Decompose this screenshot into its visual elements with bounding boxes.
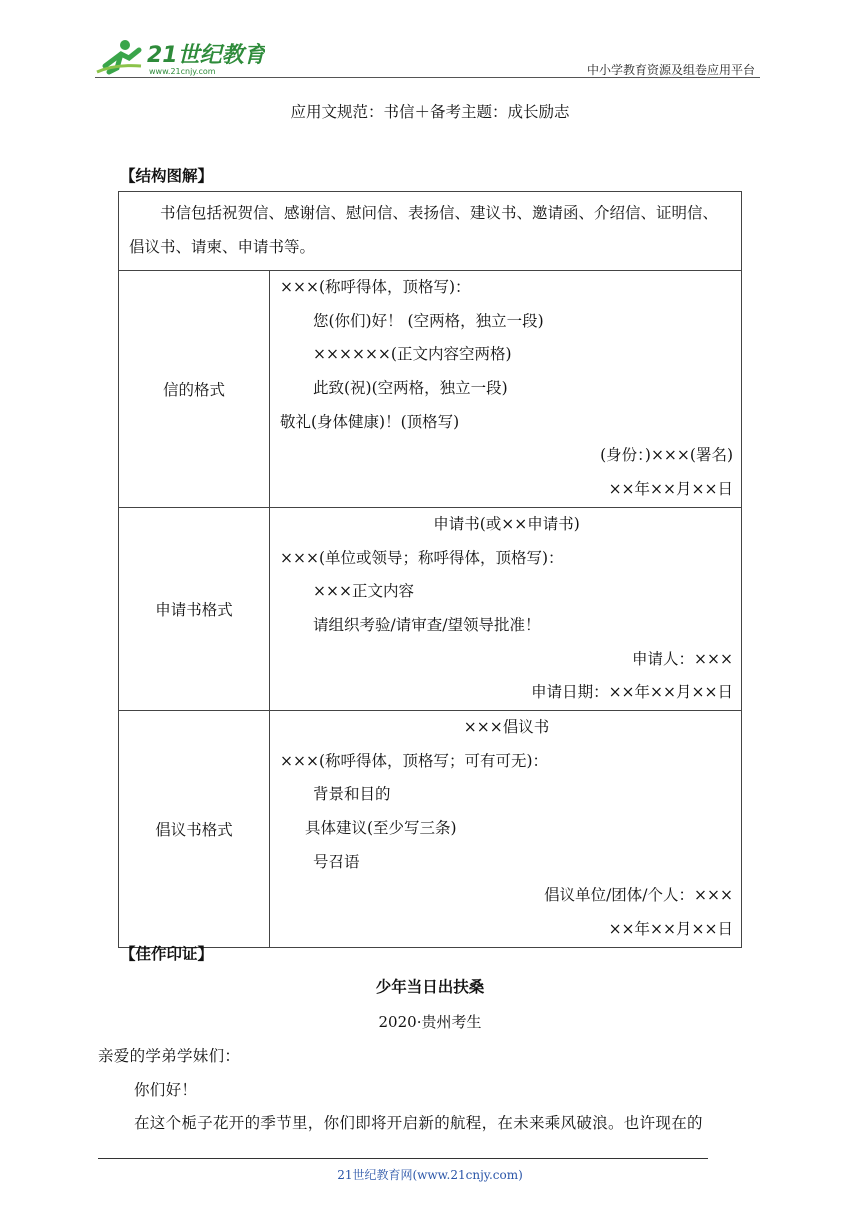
content-line: 请组织考验/请审查/望领导批准！ xyxy=(313,615,541,634)
essay-line: 亲爱的学弟学妹们： xyxy=(98,1047,241,1065)
content-line: ××××××(正文内容空两格) xyxy=(313,345,512,364)
content-line: 号召语 xyxy=(313,852,360,871)
structure-label: 【结构图解】 xyxy=(120,167,214,185)
header-divider xyxy=(95,77,760,78)
essay-author: 2020·贵州考生 xyxy=(378,1013,482,1031)
content-line: 具体建议(至少写三条) xyxy=(305,819,457,837)
site-logo xyxy=(95,36,265,78)
table-row xyxy=(119,271,742,508)
intro-text: 书信包括祝贺信、感谢信、慰问信、表扬信、建议书、邀请函、介绍信、证明信、倡议书、请柬、申请书等。 xyxy=(129,204,719,256)
row-label: 倡议书格式 xyxy=(119,710,270,947)
row-content xyxy=(270,710,742,947)
content-line: 背景和目的 xyxy=(313,785,391,804)
row-label: 申请书格式 xyxy=(119,507,270,710)
content-line: ×××倡议书 xyxy=(463,717,550,736)
content-line: 申请书(或××申请书) xyxy=(433,514,580,533)
row-content xyxy=(270,507,742,710)
intro-cell xyxy=(119,192,742,271)
content-line: (身份：)×××(署名) xyxy=(600,446,733,465)
essay-line: 在这个栀子花开的季节里，你们即将开启新的航程，在未来乘风破浪。也许现在的 xyxy=(134,1114,703,1132)
row-label: 信的格式 xyxy=(119,271,270,508)
table-row xyxy=(119,507,742,710)
example-label: 【佳作印证】 xyxy=(120,945,214,963)
content-line: ×××(称呼得体，顶格写；可有可无)： xyxy=(280,751,549,770)
logo-text: 21世纪教育 xyxy=(147,43,265,68)
platform-name: 中小学教育资源及组卷应用平台 xyxy=(586,63,755,77)
content-line: 敬礼(身体健康)！(顶格写) xyxy=(280,412,460,431)
footer-divider xyxy=(98,1158,708,1159)
content-line: 申请人：××× xyxy=(632,649,733,668)
content-line: ×××正文内容 xyxy=(313,582,414,601)
content-line: 倡议单位/团体/个人：××× xyxy=(544,886,733,905)
page-title: 应用文规范：书信＋备考主题：成长励志 xyxy=(290,103,570,121)
content-line: ××年××月××日 xyxy=(608,920,733,939)
essay-title: 少年当日出扶桑 xyxy=(375,978,485,996)
content-line: 您(你们)好！ (空两格，独立一段) xyxy=(313,311,544,330)
essay-line: 你们好！ xyxy=(134,1081,198,1099)
row-content xyxy=(270,271,742,508)
logo-url: www.21cnjy.com xyxy=(149,67,216,76)
content-line: 此致(祝)(空两格，独立一段) xyxy=(313,379,508,398)
content-line: ×××(单位或领导；称呼得体，顶格写)： xyxy=(280,548,564,567)
structure-table xyxy=(118,191,742,948)
table-row xyxy=(119,710,742,947)
content-line: ×××(称呼得体，顶格写)： xyxy=(280,278,471,296)
content-line: 申请日期：××年××月××日 xyxy=(531,683,733,702)
footer-text: 21世纪教育网(www.21cnjy.com) xyxy=(337,1168,523,1182)
content-line: ××年××月××日 xyxy=(608,480,733,499)
runner-logo-icon xyxy=(95,36,265,78)
